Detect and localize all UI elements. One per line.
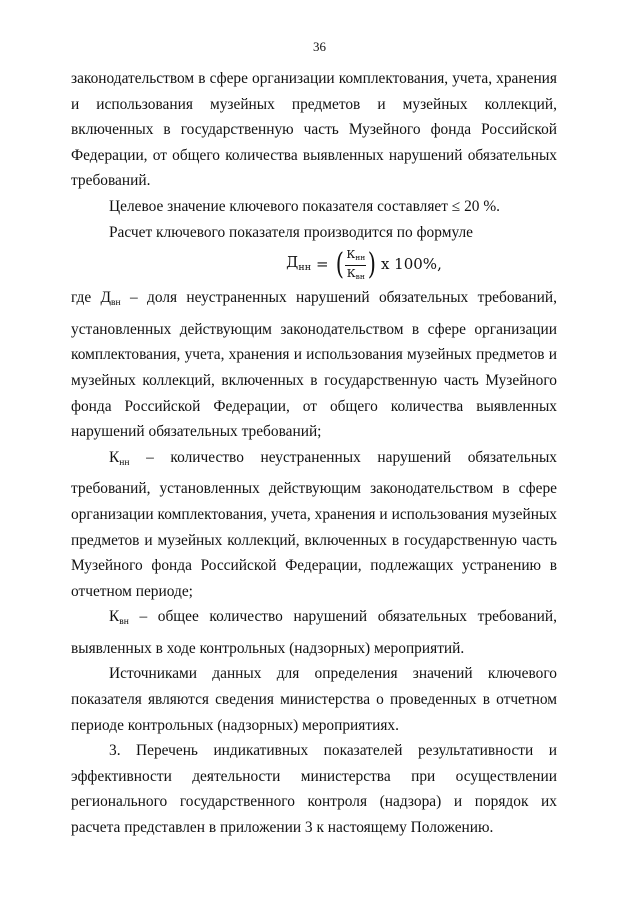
formula-lhs: $Д_{нн}$ — [286, 252, 312, 273]
formula-tail: x 100%, — [380, 255, 442, 274]
page-content — [71, 66, 557, 841]
page-number: 36 — [313, 39, 326, 54]
definition-knn: Кнн – количество неустраненных нарушений обязательных требований, установленных действующим законодательством в сфере организации комплектования, учета, хранения и использования музейных предметов и музейных коллекций, включенных в государственную часть Музейного фонда Российской Федерации, подлежащих устранению в отчетном периоде; — [71, 448, 557, 600]
paragraph-item-3: 3. Перечень индикативных показателей результативности и эффективности деятельности министерства при осуществлении регионального государственного контроля (надзора) и порядок их расчета представлен в приложении 3 к настоящему Положению. — [71, 742, 557, 837]
formula-open-paren: ( — [335, 247, 344, 283]
formula-equals: = — [316, 255, 329, 274]
formula-numerator: $К_{нн}$ — [345, 248, 366, 266]
paragraph-formula-intro: Расчет ключевого показателя производится по формуле — [109, 223, 473, 241]
paragraph-target-value: Целевое значение ключевого показателя составляет ≤ 20 %. — [109, 197, 501, 215]
formula-denominator: $К_{вн}$ — [346, 265, 365, 281]
formula-fraction — [345, 248, 366, 283]
paragraph-data-sources: Источниками данных для определения значений ключевого показателя являются сведения министерства о проведенных в отчетном периоде контрольных (надзорных) мероприятиях. — [71, 665, 557, 734]
paragraph-continuation: законодательством в сфере организации комплектования, учета, хранения и использования музейных предметов и музейных коллекций, включенных в государственную часть Музейного фонда Российской Федерации, от общего количества выявленных нарушений обязательных требований. — [71, 70, 557, 190]
formula — [71, 247, 557, 283]
formula-close-paren: ) — [367, 247, 377, 283]
definition-kvn: Квн – общее количество нарушений обязательных требований, выявленных в ходе контрольных (надзорных) мероприятий. — [71, 608, 557, 657]
definition-dvn: где Двн – доля неустраненных нарушений обязательных требований, установленных действующим законодательством в сфере организации комплектования, учета, хранения и использования музейных предметов и музейных коллекций, включенных в государственную часть Музейного фонда Российской Федерации, от общего количества выявленных нарушений обязательных требований; — [71, 289, 557, 441]
